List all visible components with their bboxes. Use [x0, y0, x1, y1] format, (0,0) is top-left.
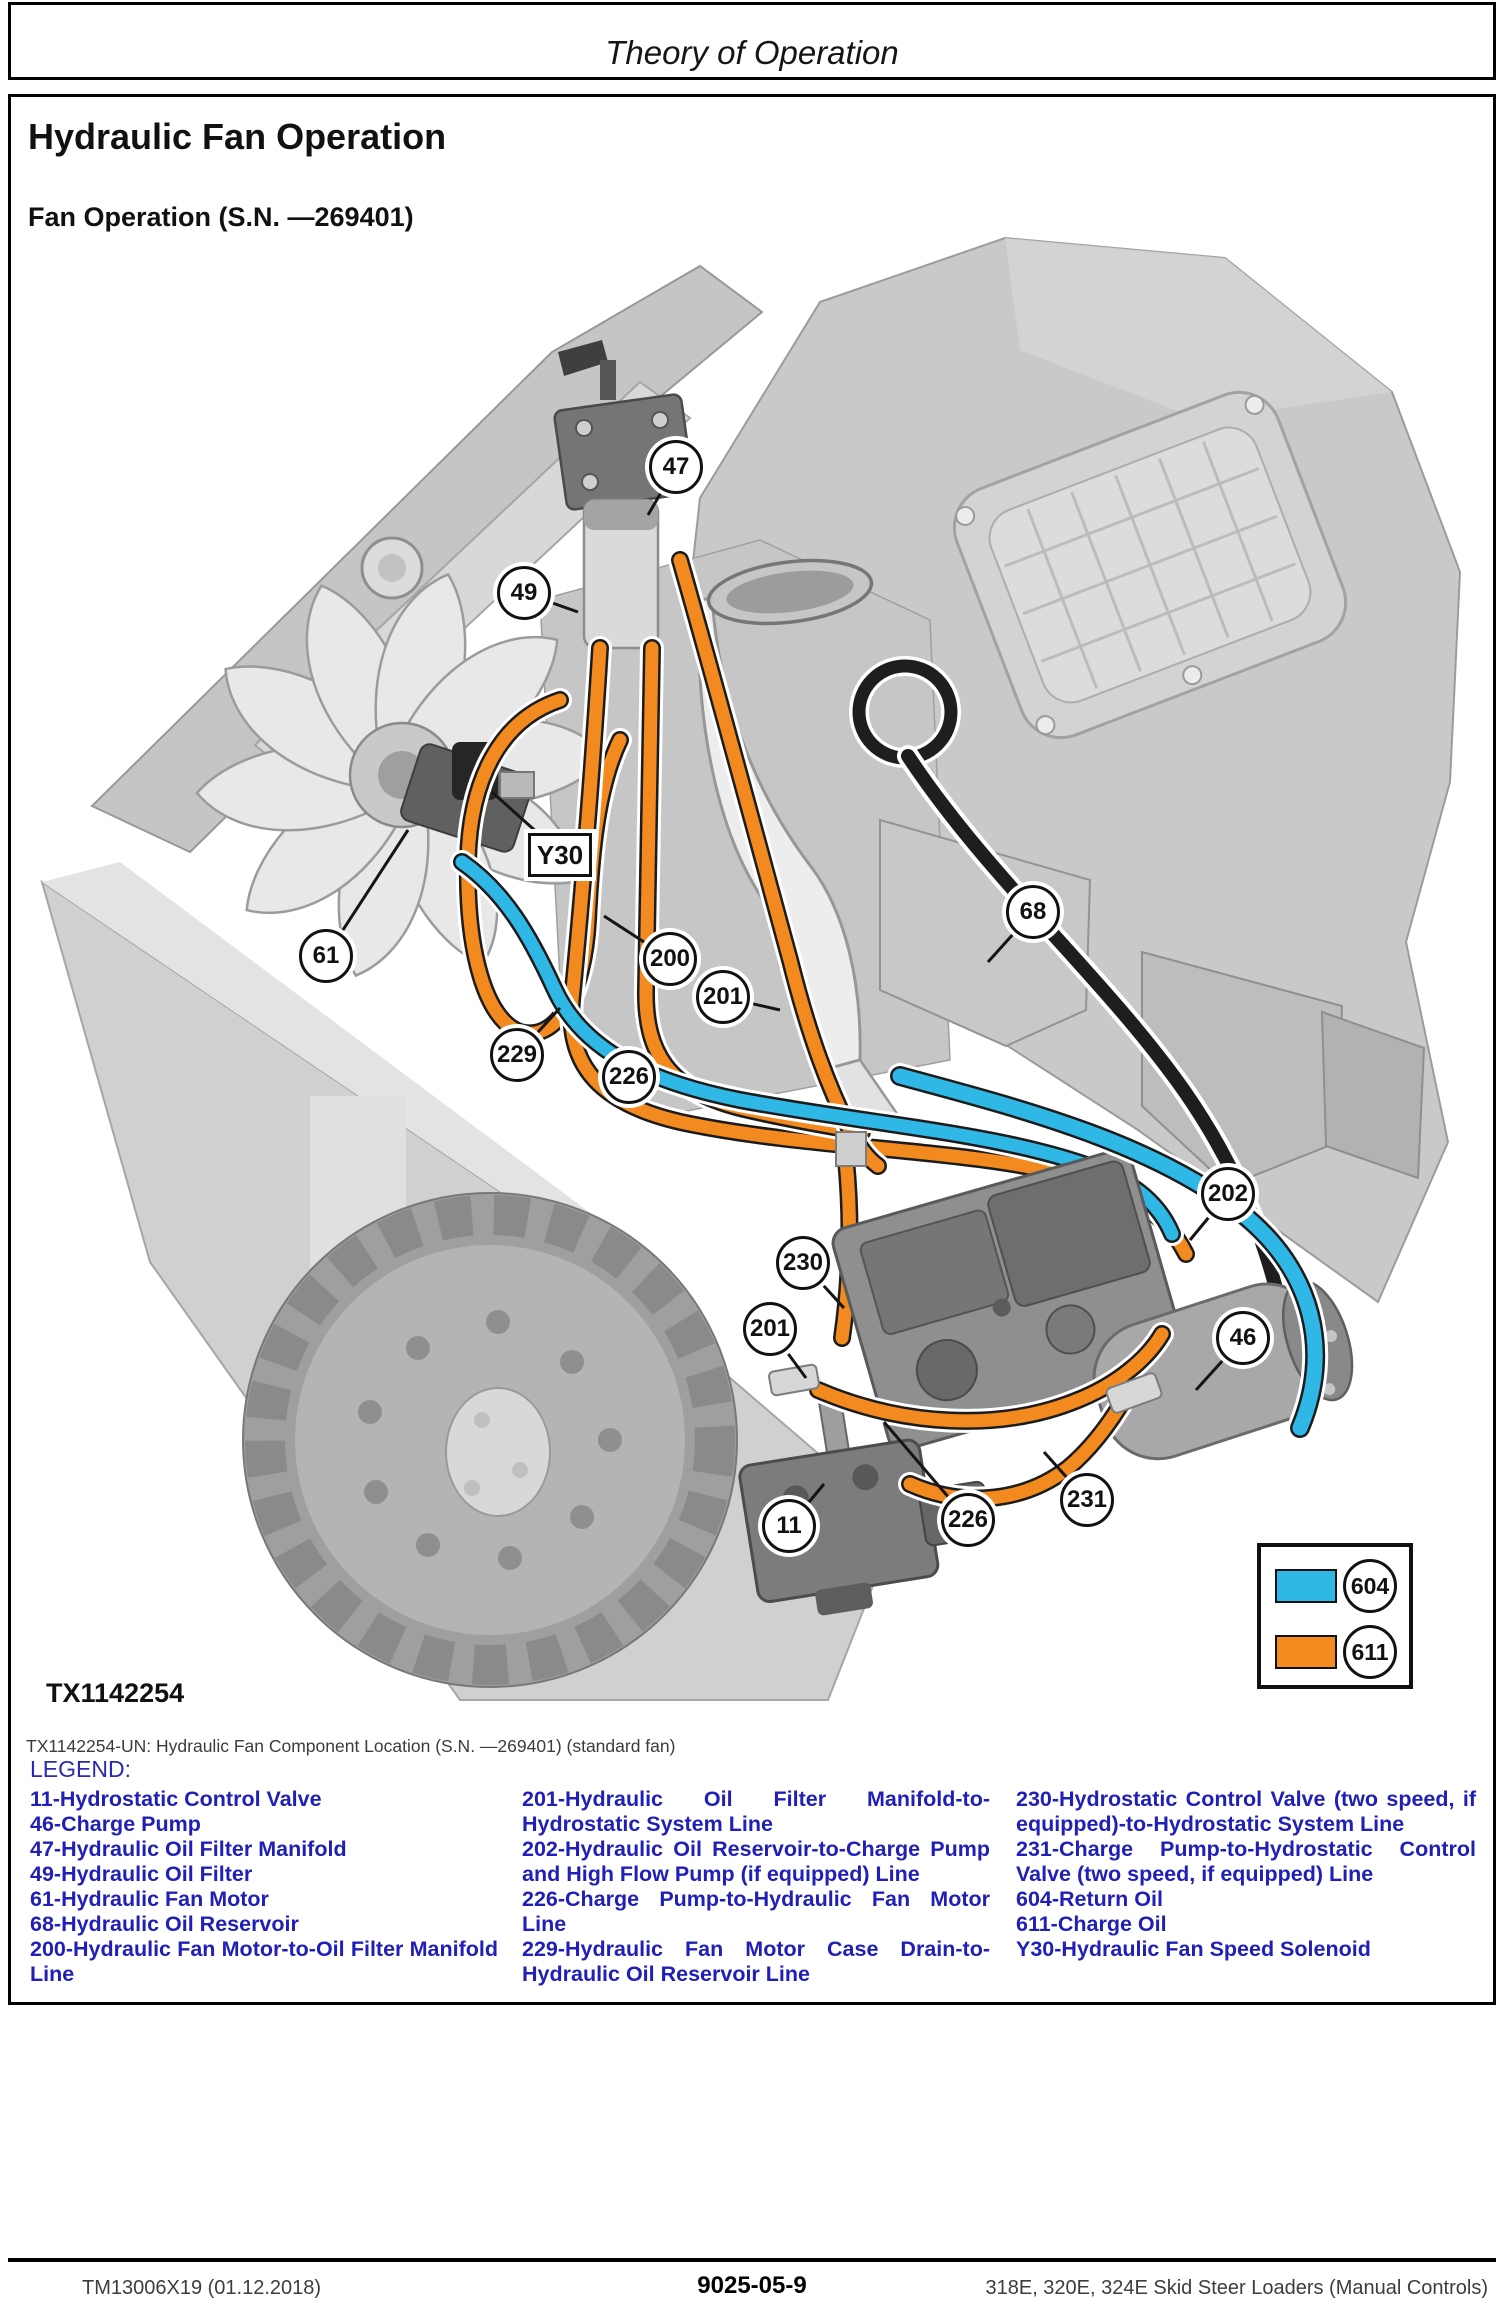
figure-caption: TX1142254-UN: Hydraulic Fan Component Location (S.N. —269401) (standard fan)	[26, 1736, 676, 1756]
legend-entry: 201-Hydraulic Oil Filter Manifold-to-Hydrostatic System Line	[522, 1787, 990, 1836]
footer-document-number: TM13006X19 (01.12.2018)	[82, 2277, 322, 2299]
legend-entry: 226-Charge Pump-to-Hydraulic Fan Motor Line	[522, 1887, 990, 1936]
legend-entry: 611-Charge Oil	[1016, 1912, 1167, 1936]
legend-entry: 47-Hydraulic Oil Filter Manifold	[30, 1837, 347, 1861]
running-header: Theory of Operation	[605, 34, 899, 71]
legend-entry: 231-Charge Pump-to-Hydrostatic Control Valve (two speed, if equipped) Line	[1016, 1837, 1476, 1886]
callout-201-upper: 201	[696, 970, 750, 1024]
footer-model-title: 318E, 320E, 324E Skid Steer Loaders (Manual Controls)	[985, 2277, 1488, 2299]
page-title: Hydraulic Fan Operation	[28, 116, 447, 157]
legend-entry: 202-Hydraulic Oil Reservoir-to-Charge Pump and High Flow Pump (if equipped) Line	[522, 1837, 990, 1886]
legend-entry: 604-Return Oil	[1016, 1887, 1163, 1911]
callout-230: 230	[776, 1236, 830, 1290]
callout-61: 61	[299, 929, 353, 983]
callout-49: 49	[497, 566, 551, 620]
return-oil-swatch	[1275, 1569, 1337, 1603]
legend-column-2	[522, 1787, 990, 1987]
legend-entry: 200-Hydraulic Fan Motor-to-Oil Filter Manifold Line	[30, 1937, 498, 1986]
legend-entry: 46-Charge Pump	[30, 1812, 201, 1836]
callout-11: 11	[762, 1499, 816, 1553]
callout-226-upper: 226	[602, 1050, 656, 1104]
subsection-title: Fan Operation (S.N. —269401)	[28, 202, 414, 232]
callout-47: 47	[649, 440, 703, 494]
callout-46: 46	[1216, 1311, 1270, 1365]
callout-226-lower: 226	[941, 1493, 995, 1547]
legend-column-3	[1016, 1787, 1476, 1962]
callout-201-lower: 201	[743, 1302, 797, 1356]
oil-filter	[584, 500, 658, 648]
callout-229: 229	[490, 1028, 544, 1082]
callout-231: 231	[1060, 1473, 1114, 1527]
legend-entry: 230-Hydrostatic Control Valve (two speed, if equipped)-to-Hydrostatic System Line	[1016, 1787, 1476, 1836]
figure-id: TX1142254	[46, 1678, 185, 1708]
charge-oil-swatch	[1275, 1635, 1337, 1669]
legend-entry: Y30-Hydraulic Fan Speed Solenoid	[1016, 1937, 1371, 1961]
rear-tire	[243, 1193, 737, 1687]
callout-611: 611	[1343, 1625, 1397, 1679]
legend-title: LEGEND:	[30, 1756, 131, 1782]
footer-rule	[8, 2258, 1496, 2262]
label-y30: Y30	[528, 833, 592, 877]
callout-68: 68	[1006, 885, 1060, 939]
legend-column-1	[30, 1787, 498, 1987]
legend-entry: 11-Hydrostatic Control Valve	[30, 1787, 322, 1811]
legend-entry: 49-Hydraulic Oil Filter	[30, 1862, 253, 1886]
legend-entry: 68-Hydraulic Oil Reservoir	[30, 1912, 299, 1936]
callout-202: 202	[1201, 1167, 1255, 1221]
callout-200: 200	[643, 932, 697, 986]
legend-entry: 61-Hydraulic Fan Motor	[30, 1887, 269, 1911]
callout-604: 604	[1343, 1559, 1397, 1613]
legend-entry: 229-Hydraulic Fan Motor Case Drain-to-Hydraulic Oil Reservoir Line	[522, 1937, 990, 1986]
footer-page-number: 9025-05-9	[697, 2272, 807, 2299]
hose-color-key	[1257, 1543, 1413, 1689]
